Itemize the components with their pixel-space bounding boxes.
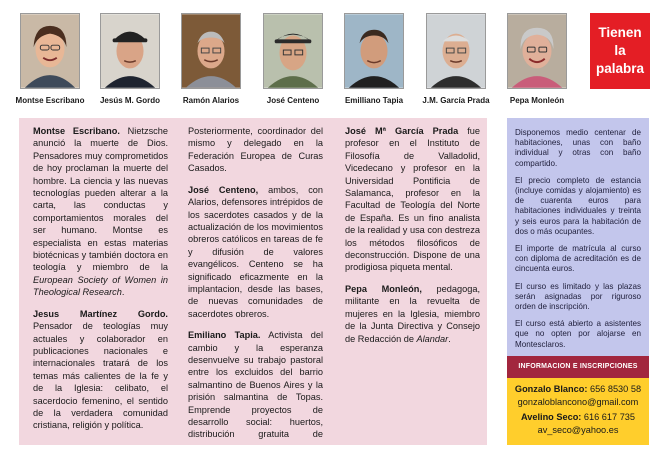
photo-jose-centeno xyxy=(263,13,323,89)
person-name: Jesús M. Gordo xyxy=(99,96,160,105)
bio-name: Montse Escribano. xyxy=(33,126,120,136)
photo-garcia-prada xyxy=(426,13,486,89)
bio-montse: Montse Escribano. Nietzsche anunció la muerte de Dios. Pensadores muy comprometidos de hoy proclaman la muerte del hombre. La ciencia y las nuevas tecnologías pueden alterar a la carta, las conductas y comportamientos morales del ser humano. Montse es especialista en estas materias biotécnicas y también doctora en teología y miembro de la European Society of Women in Theological Research. xyxy=(33,126,168,298)
contact-phone: 656 8530 58 xyxy=(587,384,642,394)
bio-name: Emiliano Tapia. xyxy=(188,330,261,341)
person-name: Montse Escribano xyxy=(15,96,85,105)
bio-ramon-cont: Posteriormente, coordinador del mismo y delegado en la Federación Europea de Curas Casados. xyxy=(188,126,323,174)
bio-org: Alandar xyxy=(416,333,449,344)
contact-email[interactable]: gonzaloblancono@gmail.com xyxy=(517,397,639,407)
info-fee: El importe de matrícula al curso con diploma de acreditación es de cincuenta euros. xyxy=(515,244,641,274)
bios-column-1 xyxy=(33,125,168,443)
bio-name: José Mª García Prada xyxy=(345,126,459,136)
person-name: Emilliano Tapia xyxy=(344,96,404,105)
bio-jesus: Jesus Martínez Gordo. Pensador de teologías muy actuales y colaborador en publicaciones nacionales e internacionales tratará de los temas más calientes de la fe y de la Iglesia: celibato, el sacerdocio femenino, el sentido de la verdadera comunidad cristiana, religión y política. xyxy=(33,308,168,431)
bio-prada: José Mª García Prada fue profesor en el Instituto de Filosofía de Valladolid, Vicedecano y profesor en la Universidad Pontificia de Salamanca, profesor en la Facultad de Teología del Norte de España. Es un fino analista de la realidad y usa con destreza los métodos filosóficos de deconstrucción. Dispone de una prodigiosa piqueta mental. xyxy=(345,126,480,273)
bio-name: Jesus Martínez Gordo. xyxy=(33,308,168,319)
bio-name: José Centeno, xyxy=(188,184,259,195)
person-name: José Centeno xyxy=(266,96,320,105)
title-line: la xyxy=(614,43,626,58)
person-name: Pepa Monleón xyxy=(509,96,565,105)
contact-email[interactable]: av_seco@yahoo.es xyxy=(537,425,619,435)
info-rooms: Disponemos medio centenar de habitaciones, unas con baño individual y otras con baño compartido. xyxy=(515,128,641,168)
bio-pepa: Pepa Monleón, pedagoga, militante en la revuelta de mujeres en la Iglesia, miembro de la Junta Directiva y Consejo de Redacción de Alandar. xyxy=(345,283,480,344)
contact-box xyxy=(507,378,649,445)
contact-name: Gonzalo Blanco: xyxy=(514,384,588,394)
info-panel xyxy=(507,118,649,356)
bio-emiliano: Emiliano Tapia. Activista del cambio y la esperanza desenvuelve su trabajo pastoral entre los excluidos del barrio salmantino de Buenos Aires y la prisión salmantina de Topas. Emprende proyectos de desarrollo social: huertos, distribución gratuita de xyxy=(188,330,323,440)
photo-ramon-alarios xyxy=(181,13,241,89)
title-line: palabra xyxy=(595,61,645,76)
title-line: Tienen xyxy=(598,25,642,40)
photo-jesus-gordo xyxy=(100,13,160,89)
person-name: Ramón Alarios xyxy=(182,96,240,105)
bio-name xyxy=(33,442,120,443)
contact-gonzalo xyxy=(507,383,649,396)
bio-name: Pepa Monleón, xyxy=(345,283,422,294)
info-price: El precio completo de estancia (incluye comidas y alojamiento) es de cuarenta euros para habitaciones individuales y treinta y seis euros para la habitación de dos o más ocupantes. xyxy=(515,175,641,236)
contact-name: Avelino Seco: xyxy=(520,412,582,422)
registration-banner: INFORMACION E INSCRIPCIONES xyxy=(507,356,649,378)
photo-pepa-monleon xyxy=(507,13,567,89)
photo-emiliano-tapia xyxy=(344,13,404,89)
bio-jose: José Centeno, ambos, con Alarios, defensores intrépidos de los sacerdotes casados y de la actualización de los movimientos obreros católicos en tareas de fe y difusión de valores evangélicos. Centeno se ha significado eficazmente en la implantacion, desde las bases, de nuevas comunidades de sacerdotes obreros. xyxy=(188,184,323,319)
bio-ramon xyxy=(33,441,168,443)
title-tag xyxy=(590,13,650,89)
bios-column-3 xyxy=(345,125,480,443)
info-limited: El curso es limitado y las plazas serán asignadas por riguroso orden de inscripción. xyxy=(515,281,641,312)
contact-phone: 616 617 735 xyxy=(581,412,636,422)
photo-montse-escribano xyxy=(20,13,80,89)
person-name: J.M. García Prada xyxy=(422,96,490,105)
contact-avelino xyxy=(507,411,649,424)
bios-column-2 xyxy=(188,125,323,443)
info-open: El curso está abierto a asistentes que no opten por alojarse en Montesclaros. xyxy=(515,319,641,349)
bio-org: European Society of Women in Theological Research xyxy=(33,274,168,298)
